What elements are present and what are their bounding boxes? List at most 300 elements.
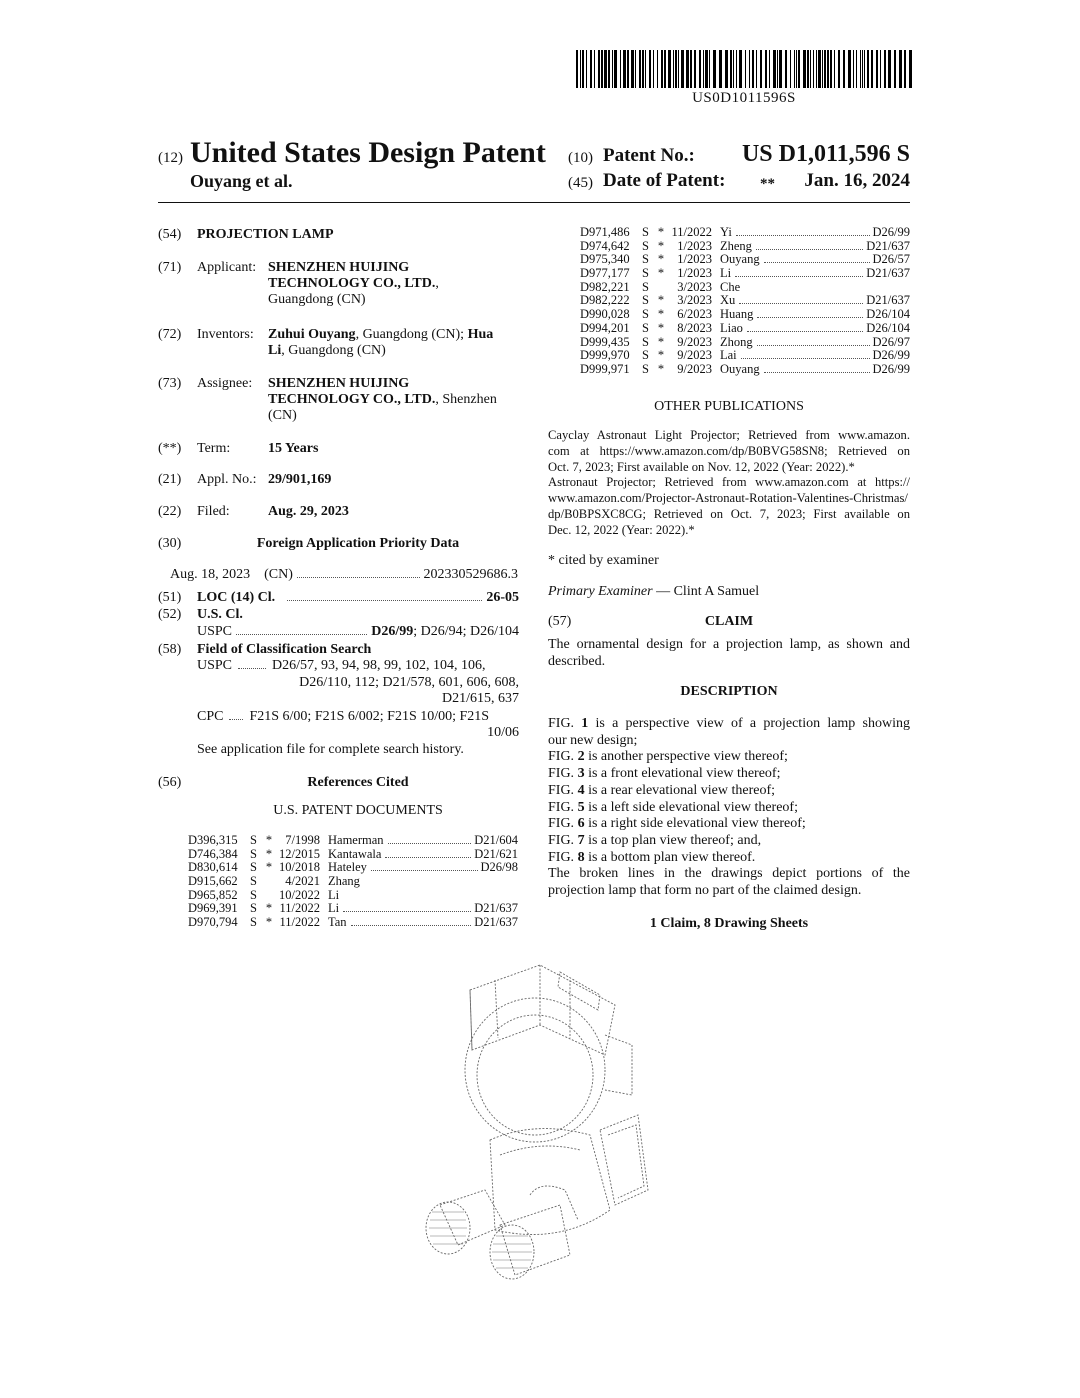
leader-dots — [757, 345, 870, 346]
barcode-bar — [749, 50, 750, 88]
reference-class: D21/637 — [866, 293, 910, 308]
field-cpc-line2: 10/06 — [487, 725, 519, 740]
barcode — [576, 50, 912, 92]
assignee-line1: SHENZHEN HUIJING — [268, 376, 410, 391]
reference-number: D915,662 — [188, 874, 238, 889]
reference-date: 4/2021 — [285, 874, 320, 889]
code-54: (54) — [158, 227, 182, 242]
barcode-bar — [668, 50, 671, 88]
filed-date: Aug. 29, 2023 — [268, 504, 349, 519]
reference-class: D21/637 — [866, 266, 910, 281]
barcode-bar — [608, 50, 610, 88]
reference-kind: S — [250, 860, 257, 875]
barcode-bar — [657, 50, 658, 88]
reference-class: D21/637 — [474, 915, 518, 930]
reference-name: Hateley — [328, 860, 367, 875]
other-publications-heading: OTHER PUBLICATIONS — [654, 399, 804, 414]
reference-class: D26/99 — [872, 348, 910, 363]
date-marker: ** — [760, 176, 775, 192]
reference-number: D982,222 — [580, 293, 630, 308]
reference-date: 1/2023 — [677, 238, 712, 253]
inventors — [268, 327, 518, 359]
reference-number: D975,340 — [580, 252, 630, 267]
inventor-1: Zuhui Ouyang — [268, 327, 356, 342]
barcode-bar — [871, 50, 873, 88]
figure-description — [548, 850, 910, 867]
inventor-2-loc: , Guangdong (CN) — [281, 343, 386, 358]
code-22: (22) — [158, 504, 182, 519]
header-code-45: (45) — [568, 175, 593, 191]
reference-class: D26/57 — [872, 252, 910, 267]
barcode-bar — [664, 50, 666, 88]
barcode-bar — [827, 50, 829, 88]
reference-row — [188, 847, 518, 861]
leader-dots — [756, 249, 863, 250]
figure-label: FIG. — [548, 816, 575, 832]
publication-line: Dec. 12, 2022 (Year: 2022).* — [548, 522, 695, 537]
reference-examiner-mark: * — [265, 901, 273, 916]
reference-number: D969,391 — [188, 901, 238, 916]
priority-row — [170, 567, 518, 583]
barcode-bar — [681, 50, 684, 88]
examiner-sep: — — [652, 584, 674, 599]
reference-date: 9/2023 — [677, 361, 712, 376]
reference-date: 3/2023 — [677, 293, 712, 308]
barcode-bar — [598, 50, 600, 88]
reference-name: Zhong — [720, 334, 753, 349]
field-uspc-label: USPC — [197, 658, 233, 673]
reference-number: D746,384 — [188, 846, 238, 861]
barcode-bar — [862, 50, 863, 88]
reference-row — [580, 266, 910, 280]
barcode-bar — [876, 50, 878, 88]
reference-date: 1/2023 — [677, 266, 712, 281]
reference-row — [188, 901, 518, 915]
barcode-bar — [639, 50, 641, 88]
inventors-label: Inventors: — [197, 327, 254, 342]
leader-dots — [739, 303, 863, 304]
reference-name: Xu — [720, 293, 736, 308]
reference-name: Li — [328, 887, 340, 902]
barcode-bar — [880, 50, 881, 88]
barcode-bar — [725, 50, 728, 88]
reference-date: 9/2023 — [677, 348, 712, 363]
reference-row — [580, 280, 910, 294]
field-cpc-label: CPC — [197, 709, 224, 724]
term-value: 15 Years — [268, 441, 319, 456]
barcode-bar — [756, 50, 757, 88]
reference-class: D26/99 — [872, 225, 910, 239]
reference-row — [188, 860, 518, 874]
leader-dots — [388, 843, 472, 844]
reference-name: Lai — [720, 348, 737, 363]
header-divider — [158, 202, 910, 203]
assignee — [268, 376, 497, 424]
reference-class: D26/97 — [872, 334, 910, 349]
drawing-legs — [530, 1186, 578, 1220]
barcode-bar — [816, 50, 817, 88]
reference-date: 10/2022 — [279, 887, 320, 902]
us-patent-docs-heading: U.S. PATENT DOCUMENTS — [273, 803, 443, 818]
barcode-bar — [645, 50, 646, 88]
barcode-bar — [779, 50, 782, 88]
figure-label: FIG. — [548, 766, 575, 782]
design-drawing — [400, 950, 680, 1300]
fig1-line — [548, 716, 910, 733]
reference-number: D971,486 — [580, 225, 630, 239]
leader-dots — [371, 870, 478, 871]
leader-dots — [764, 372, 870, 373]
reference-class: D21/637 — [866, 238, 910, 253]
reference-row — [188, 888, 518, 902]
broken-lines-2: projection lamp that form no part of the claimed design. — [548, 883, 862, 899]
claims-sheets: 1 Claim, 8 Drawing Sheets — [649, 916, 809, 931]
reference-number: D970,794 — [188, 915, 238, 930]
reference-class: D26/98 — [480, 860, 518, 875]
loc-row — [197, 590, 519, 606]
fig1-text: is a perspective view of a projection lamp showing — [595, 716, 910, 731]
uspc-rest: ; D26/94; D26/104 — [413, 624, 519, 639]
reference-name: Kantawala — [328, 846, 382, 861]
reference-date: 8/2023 — [677, 320, 712, 335]
reference-date: 11/2022 — [279, 915, 320, 930]
reference-row — [580, 362, 910, 376]
reference-row — [580, 239, 910, 253]
us-cl-label: U.S. Cl. — [197, 607, 243, 622]
figure-label: FIG. — [548, 849, 575, 865]
loc-value: 26-05 — [486, 590, 519, 605]
barcode-bar — [796, 50, 797, 88]
barcode-bar — [856, 50, 857, 88]
reference-class: D26/104 — [866, 307, 910, 322]
figure-text: is a front elevational view thereof; — [588, 766, 781, 782]
reference-examiner-mark: * — [657, 252, 665, 267]
reference-kind: S — [250, 887, 257, 902]
barcode-bar — [582, 50, 584, 88]
barcode-number: US0D1011596S — [692, 90, 796, 106]
barcode-bar — [631, 50, 634, 88]
reference-number: D974,642 — [580, 238, 630, 253]
reference-kind: S — [642, 238, 649, 253]
code-58: (58) — [158, 642, 182, 657]
leader-dots — [287, 600, 482, 601]
claim-line2: described. — [548, 653, 606, 669]
priority-country: (CN) — [264, 567, 293, 582]
date-of-patent-label: Date of Patent: — [603, 170, 726, 191]
drawing-top-module — [470, 965, 615, 1055]
barcode-bar — [899, 50, 902, 88]
description-body — [548, 716, 910, 900]
barcode-bar — [810, 50, 811, 88]
search-history-note: See application file for complete search history. — [197, 742, 464, 757]
barcode-bar — [853, 50, 854, 88]
barcode-bar — [838, 50, 840, 88]
reference-name: Li — [720, 266, 732, 281]
reference-name: Yi — [720, 225, 732, 239]
barcode-bar — [736, 50, 737, 88]
applicant-label: Applicant: — [197, 260, 257, 275]
barcode-bar — [686, 50, 689, 88]
code-52: (52) — [158, 607, 182, 622]
examiner-row — [548, 584, 759, 600]
reference-examiner-mark: * — [657, 320, 665, 335]
reference-name: Li — [328, 901, 340, 916]
barcode-bar — [860, 50, 861, 88]
inventor-2-first: Hua — [467, 327, 494, 342]
reference-row — [188, 874, 518, 888]
reference-date: 12/2015 — [279, 846, 320, 861]
barcode-bar — [733, 50, 734, 88]
reference-number: D982,221 — [580, 279, 630, 294]
reference-kind: S — [250, 874, 257, 889]
reference-class: D26/104 — [866, 320, 910, 335]
loc-label: LOC (14) Cl. — [197, 590, 276, 605]
figure-list — [548, 749, 910, 866]
reference-date: 3/2023 — [677, 279, 712, 294]
reference-kind: S — [642, 293, 649, 308]
reference-row — [188, 915, 518, 929]
cited-by-examiner: * cited by examiner — [548, 553, 659, 568]
reference-date: 11/2022 — [279, 901, 320, 916]
reference-examiner-mark: * — [657, 334, 665, 349]
barcode-bar — [864, 50, 865, 88]
code-30: (30) — [158, 536, 182, 551]
date-of-patent: Jan. 16, 2024 — [804, 170, 910, 191]
assignee-label: Assignee: — [197, 376, 253, 391]
inventor-1-loc: , Guangdong (CN); — [355, 327, 465, 342]
examiner-label: Primary Examiner — [548, 584, 653, 599]
term-label: Term: — [197, 441, 231, 456]
figure-text: is a top plan view thereof; and, — [588, 832, 762, 848]
reference-row — [580, 307, 910, 321]
barcode-bar — [623, 50, 626, 88]
reference-row — [580, 335, 910, 349]
description-heading: DESCRIPTION — [680, 684, 778, 699]
barcode-bar — [649, 50, 651, 88]
reference-kind: S — [250, 846, 257, 861]
leader-dots — [741, 358, 870, 359]
leader-dots — [351, 925, 472, 926]
barcode-bar — [765, 50, 767, 88]
priority-heading: Foreign Application Priority Data — [256, 536, 460, 551]
reference-kind: S — [642, 361, 649, 376]
drawing-left-thruster — [440, 1190, 505, 1245]
code-57: (57) — [548, 614, 572, 629]
assignee-location: , Shenzhen — [435, 392, 497, 407]
barcode-bar — [760, 50, 762, 88]
reference-kind: S — [642, 320, 649, 335]
reference-date: 7/1998 — [285, 833, 320, 847]
applicant — [268, 260, 439, 308]
field-cpc-line1: F21S 6/00; F21S 6/002; F21S 10/00; F21S — [249, 709, 490, 724]
reference-kind: S — [642, 252, 649, 267]
reference-class: D26/99 — [872, 361, 910, 376]
applicant-location: Guangdong (CN) — [268, 292, 366, 307]
broken-lines-1: The broken lines in the drawings depict portions of the — [548, 866, 910, 882]
barcode-bar — [604, 50, 607, 88]
title-of-design: PROJECTION LAMP — [197, 227, 334, 242]
drawing-right-thruster — [500, 1205, 570, 1275]
reference-examiner-mark: * — [265, 860, 273, 875]
reference-name: Ouyang — [720, 252, 760, 267]
reference-number: D999,971 — [580, 361, 630, 376]
figure-number: 5 — [577, 799, 585, 815]
barcode-bar — [834, 50, 835, 88]
reference-class: D21/604 — [474, 833, 518, 847]
reference-row — [580, 252, 910, 266]
reference-name: Huang — [720, 307, 754, 322]
barcode-bar — [703, 50, 704, 88]
reference-number: D830,614 — [188, 860, 238, 875]
leader-dots — [229, 719, 243, 720]
reference-kind: S — [250, 833, 257, 847]
assignee-country: (CN) — [268, 408, 297, 423]
reference-kind: S — [642, 307, 649, 322]
barcode-bar — [601, 50, 603, 88]
barcode-bar — [730, 50, 732, 88]
code-21: (21) — [158, 472, 182, 487]
publication-line: Oct. 7, 2023; First available on Nov. 12, 2022 (Year: 2022).* — [548, 459, 855, 474]
leader-dots — [764, 262, 870, 263]
barcode-bar — [699, 50, 701, 88]
inventor-2-last: Li — [268, 343, 282, 358]
barcode-bar — [690, 50, 692, 88]
barcode-bar — [576, 50, 578, 88]
barcode-bar — [803, 50, 806, 88]
barcode-bar — [769, 50, 770, 88]
barcode-bar — [627, 50, 629, 88]
field-cpc-row — [197, 709, 519, 725]
reference-kind: S — [642, 348, 649, 363]
reference-examiner-mark: * — [657, 238, 665, 253]
publication-line: Astronaut Projector; Retrieved from www.amazon.com at https:// — [548, 475, 910, 490]
reference-number: D994,201 — [580, 320, 630, 335]
references-left-table — [188, 833, 518, 929]
reference-row — [188, 833, 518, 847]
reference-date: 10/2018 — [279, 860, 320, 875]
reference-row — [580, 293, 910, 307]
figure-text: is a left side elevational view thereof; — [588, 799, 798, 815]
reference-number: D977,177 — [580, 266, 630, 281]
figure-label: FIG. — [548, 832, 575, 848]
barcode-bar — [848, 50, 851, 88]
patent-type-title: United States Design Patent — [190, 136, 546, 169]
leader-dots — [757, 317, 863, 318]
reference-date: 1/2023 — [677, 252, 712, 267]
publication-line: dp/B0BPSXC8CG; Retrieved on Oct. 7, 2023; First available on — [548, 506, 910, 521]
reference-examiner-mark: * — [265, 846, 273, 861]
figure-label: FIG. — [548, 799, 575, 815]
barcode-bar — [888, 50, 891, 88]
leader-dots — [385, 857, 471, 858]
reference-kind: S — [250, 915, 257, 930]
reference-class: D21/621 — [474, 846, 518, 861]
reference-number: D999,435 — [580, 334, 630, 349]
drawing-helmet — [465, 998, 605, 1142]
code-73: (73) — [158, 376, 182, 391]
reference-kind: S — [642, 266, 649, 281]
barcode-bar — [894, 50, 896, 88]
figure-text: is a right side elevational view thereof; — [588, 816, 806, 832]
barcode-bar — [773, 50, 776, 88]
barcode-bar — [807, 50, 809, 88]
reference-examiner-mark: * — [265, 915, 273, 930]
claim-text — [548, 637, 910, 670]
barcode-bar — [822, 50, 823, 88]
barcode-bar — [824, 50, 826, 88]
barcode-bar — [580, 50, 581, 88]
references-heading: References Cited — [307, 775, 409, 790]
leader-dots — [238, 668, 266, 669]
reference-row — [580, 225, 910, 239]
barcode-bar — [673, 50, 674, 88]
leader-dots — [736, 235, 870, 236]
barcode-bar — [867, 50, 869, 88]
barcode-bar — [719, 50, 722, 88]
barcode-bar — [884, 50, 886, 88]
uspc-label: USPC — [197, 624, 233, 639]
figure-text: is a rear elevational view thereof; — [588, 782, 776, 798]
reference-date: 6/2023 — [677, 307, 712, 322]
code-71: (71) — [158, 260, 182, 275]
reference-number: D990,028 — [580, 307, 630, 322]
leader-dots — [735, 276, 863, 277]
applicant-comma: , — [435, 276, 439, 291]
barcode-bar — [785, 50, 787, 88]
figure-description — [548, 816, 910, 833]
barcode-bar — [586, 50, 587, 88]
barcode-bar — [594, 50, 595, 88]
barcode-bar — [642, 50, 644, 88]
reference-number: D999,970 — [580, 348, 630, 363]
reference-examiner-mark: * — [265, 833, 273, 847]
field-uspc-line1: D26/57, 93, 94, 98, 99, 102, 104, 106, — [272, 658, 486, 673]
appl-no-label: Appl. No.: — [197, 472, 257, 487]
fig1-cont: our new design; — [548, 732, 638, 748]
field-uspc-line3: D21/615, 637 — [442, 691, 519, 706]
publication-line: www.amazon.com/Projector-Astronaut-Rotation-Valentines-Christmas/ — [548, 491, 908, 506]
claim-line1: The ornamental design for a projection lamp, as shown and — [548, 637, 910, 652]
uspc-main: D26/99 — [371, 624, 414, 639]
barcode-bar — [713, 50, 716, 88]
reference-date: 9/2023 — [677, 334, 712, 349]
priority-number: 202330529686.3 — [423, 567, 518, 582]
barcode-bar — [813, 50, 814, 88]
barcode-bar — [590, 50, 592, 88]
code-term: (**) — [158, 441, 182, 456]
other-publications — [548, 428, 910, 539]
barcode-bar — [612, 50, 613, 88]
figure-label: FIG. — [548, 749, 575, 765]
field-uspc-line2: D26/110, 112; D21/578, 601, 606, 608, — [299, 675, 519, 690]
figure-text: is another perspective view thereof; — [588, 749, 788, 765]
reference-kind: S — [642, 225, 649, 239]
reference-name: Liao — [720, 320, 743, 335]
patent-number: US D1,011,596 S — [741, 141, 910, 167]
figure-description — [548, 800, 910, 817]
barcode-bar — [777, 50, 778, 88]
figure-number: 7 — [577, 832, 585, 848]
barcode-bar — [794, 50, 795, 88]
leader-dots — [297, 577, 420, 578]
reference-class: D21/637 — [474, 901, 518, 916]
reference-row — [580, 321, 910, 335]
reference-examiner-mark: * — [657, 266, 665, 281]
reference-number: D396,315 — [188, 833, 238, 847]
barcode-bar — [818, 50, 821, 88]
barcode-bar — [843, 50, 845, 88]
reference-examiner-mark: * — [657, 293, 665, 308]
